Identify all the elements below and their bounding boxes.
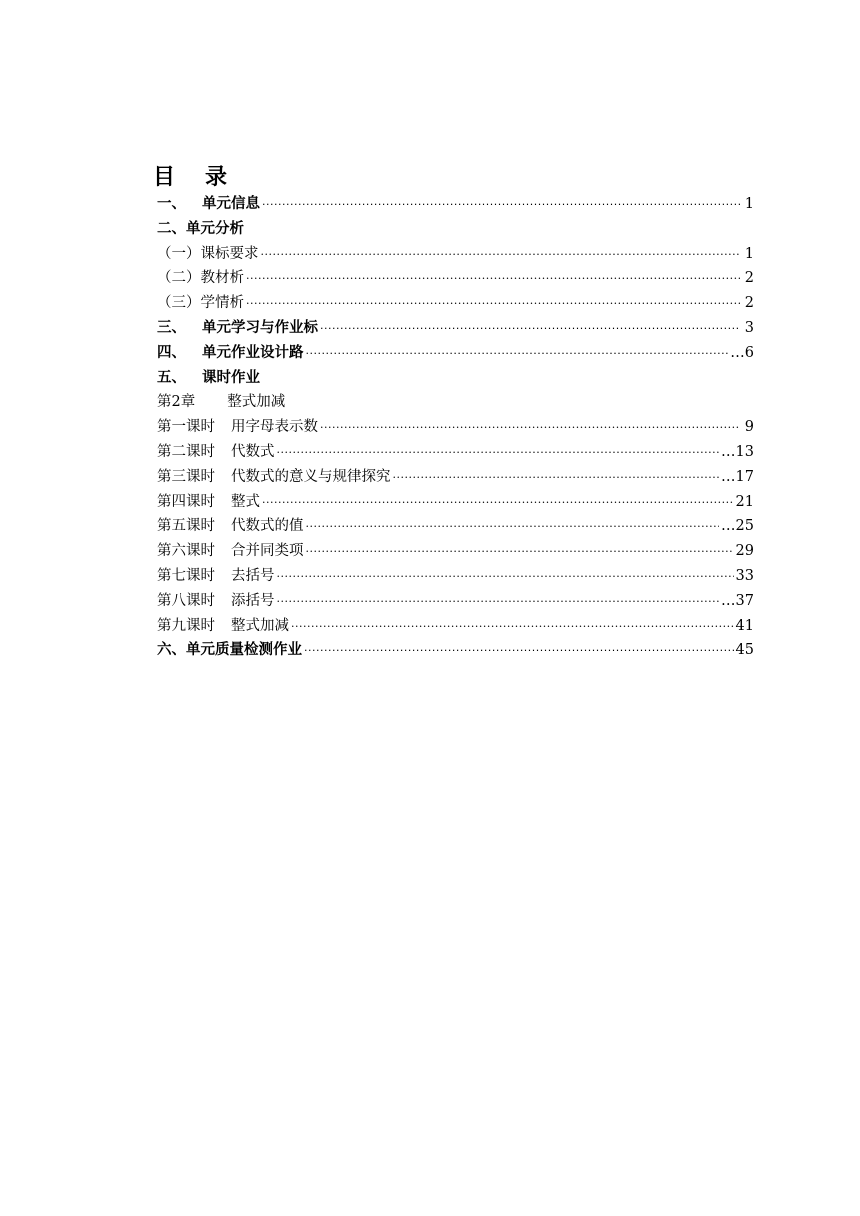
toc-entry-label (157, 316, 318, 337)
toc-page-number: 2 (744, 270, 754, 287)
toc-entry-label (157, 266, 244, 287)
toc-entry-number: 一、 (157, 196, 186, 212)
toc-entry-title: 整式加减 (227, 394, 286, 411)
toc-page-number: …25 (721, 518, 754, 535)
toc-entry-number: 四、 (157, 344, 186, 361)
toc-dot-leader (306, 347, 729, 360)
toc-page-number: 45 (735, 642, 754, 659)
toc-dot-leader (320, 322, 740, 335)
toc-entry-title: 单元作业设计路 (202, 344, 304, 361)
toc-entry[interactable] (157, 465, 754, 490)
toc-dot-leader (277, 570, 734, 583)
toc-title (153, 160, 227, 191)
toc-entry-label (157, 614, 289, 635)
toc-entry[interactable] (157, 366, 754, 391)
toc-entry[interactable] (157, 589, 754, 614)
toc-entry-number: （一）课标要求 (157, 245, 259, 262)
toc-page-number: 1 (744, 196, 754, 212)
toc-dot-leader (261, 248, 741, 261)
toc-entry-number: 三、 (157, 319, 186, 336)
toc-entry[interactable] (157, 539, 754, 564)
toc-page-number: 29 (735, 543, 754, 560)
toc-title-part2: 录 (205, 165, 228, 190)
toc-dot-leader (246, 297, 740, 310)
toc-page-number: 41 (735, 617, 754, 634)
toc-entry-label (157, 366, 260, 387)
toc-entry-label (157, 341, 304, 362)
toc-entry-title: 单元信息 (202, 196, 260, 212)
toc-dot-leader (246, 272, 740, 285)
toc-page-number: …17 (721, 468, 754, 485)
toc-entry-title: 去括号 (231, 567, 275, 584)
toc-entry-title: 整式 (231, 493, 260, 510)
toc-entry-label (157, 192, 260, 213)
toc-entry[interactable] (157, 614, 754, 639)
toc-entry-title: 整式加减 (231, 617, 289, 634)
toc-entry[interactable] (157, 440, 754, 465)
toc-entry[interactable] (157, 217, 754, 242)
toc-entry[interactable] (157, 638, 754, 663)
toc-entry-label (157, 638, 302, 659)
toc-entry-label (157, 465, 391, 486)
toc-entry-label (157, 390, 285, 411)
toc-dot-leader (277, 595, 720, 608)
toc-page-number: 2 (744, 295, 754, 312)
toc-entry[interactable] (157, 341, 754, 366)
toc-entry[interactable] (157, 514, 754, 539)
toc-entry-label (157, 440, 275, 461)
toc-dot-leader (306, 520, 720, 533)
toc-dot-leader (304, 644, 734, 657)
toc-page-number: …37 (721, 592, 754, 609)
toc-entry[interactable] (157, 291, 754, 316)
toc-entry-title: 添括号 (231, 592, 275, 609)
toc-entry-title: 课时作业 (202, 369, 260, 386)
toc-entry-title: 用字母表示数 (231, 419, 318, 436)
toc-entry[interactable] (157, 564, 754, 589)
toc-entry[interactable] (157, 415, 754, 440)
toc-entry-number: 第三课时 (157, 468, 215, 485)
toc-dot-leader (393, 471, 720, 484)
toc-entry-number: 六、单元质量检测作业 (157, 642, 302, 659)
toc-entry[interactable] (157, 316, 754, 341)
toc-dot-leader (277, 446, 720, 459)
toc-dot-leader (262, 496, 734, 509)
toc-entry[interactable] (157, 390, 754, 415)
toc-entry-number: 第八课时 (157, 592, 215, 609)
toc-entry-number: 五、 (157, 369, 186, 386)
toc-entry-number: 第五课时 (157, 518, 215, 535)
toc-entry-title: 代数式 (231, 443, 275, 460)
toc-entry-label (157, 415, 318, 436)
toc-entry[interactable] (157, 192, 754, 217)
toc-entry[interactable] (157, 266, 754, 291)
toc-entry-label (157, 217, 244, 238)
toc-entry-label (157, 291, 244, 312)
toc-entry-label (157, 514, 304, 535)
toc-entry[interactable] (157, 490, 754, 515)
toc-entry-number: 第四课时 (157, 493, 215, 510)
toc-entry-number: 第七课时 (157, 567, 215, 584)
toc-entry-label (157, 539, 304, 560)
toc-entry-label (157, 564, 275, 585)
toc-entry-title: 单元学习与作业标 (202, 319, 318, 336)
toc-entry-number: （二）教材析 (157, 270, 244, 287)
toc-page-number: 21 (735, 493, 754, 510)
toc-entry-title: 合并同类项 (231, 543, 304, 560)
toc-entry-number: （三）学情析 (157, 295, 244, 312)
toc-entry-number: 第九课时 (157, 617, 215, 634)
toc-entry-number: 第2章 (157, 394, 196, 411)
toc-dot-leader (320, 421, 740, 434)
toc-page-number: 9 (744, 419, 754, 436)
toc-dot-leader (291, 620, 734, 633)
toc-entry-title: 代数式的值 (231, 518, 304, 535)
toc-entry-label (157, 589, 275, 610)
table-of-contents (157, 192, 754, 663)
toc-entry-number: 第一课时 (157, 419, 215, 436)
toc-entry-number: 第二课时 (157, 443, 215, 460)
toc-entry-label (157, 242, 259, 263)
toc-entry-title: 代数式的意义与规律探究 (231, 468, 391, 485)
toc-dot-leader (306, 545, 734, 558)
toc-dot-leader (262, 198, 740, 211)
toc-title-part1: 目 (153, 165, 176, 190)
toc-page-number: …6 (730, 344, 754, 361)
toc-page-number: …13 (721, 443, 754, 460)
toc-page-number: 1 (744, 245, 754, 262)
toc-entry-number: 第六课时 (157, 543, 215, 560)
toc-page-number: 33 (735, 567, 754, 584)
toc-entry-number: 二、单元分析 (157, 220, 244, 237)
toc-entry[interactable] (157, 242, 754, 267)
toc-entry-label (157, 490, 260, 511)
toc-page-number: 3 (744, 319, 754, 336)
